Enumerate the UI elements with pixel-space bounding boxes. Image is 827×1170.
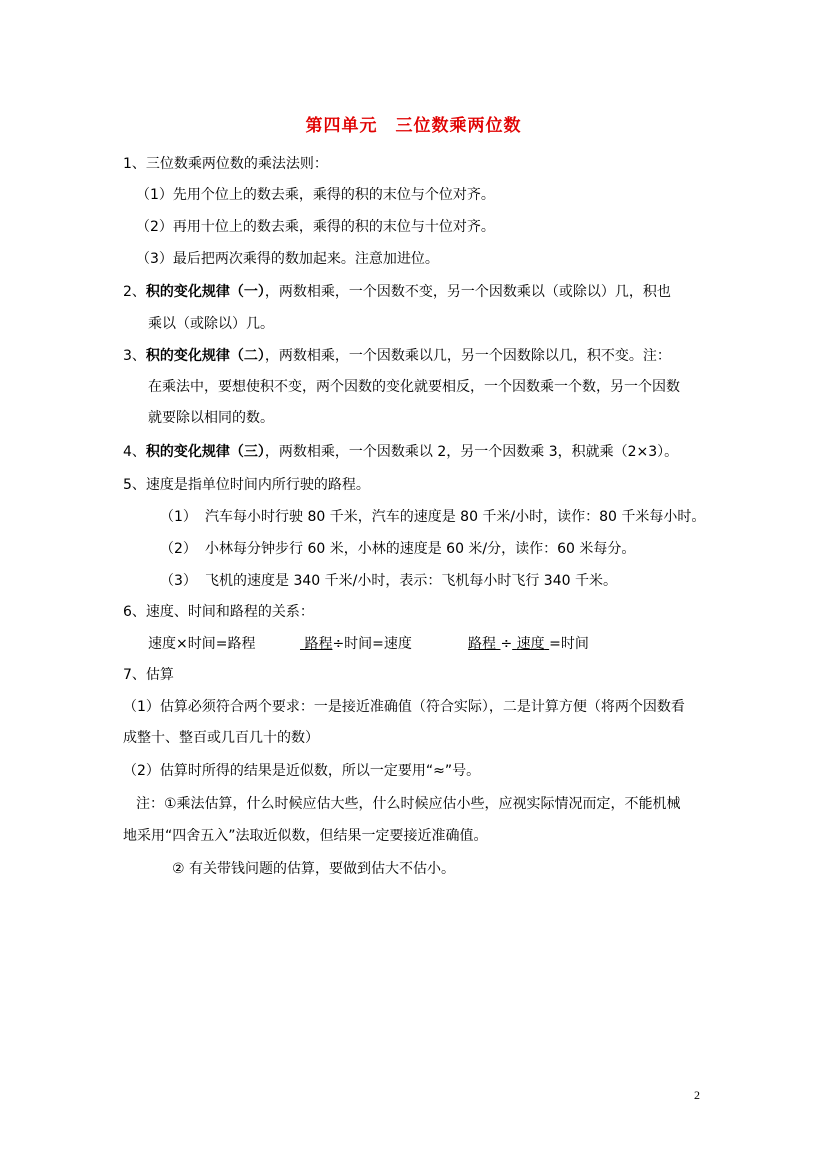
section-2-line-2: 乘以（或除以）几。 [148,316,274,332]
formula-time-distance: 路程 [468,636,496,652]
formula-speed-rest: ÷时间=速度 [332,636,412,652]
page-title: 第四单元 三位数乘两位数 [305,116,522,136]
page-number: 2 [694,1088,700,1102]
section-4-line-1 [123,443,678,461]
section-3-line-3: 就要除以相同的数。 [148,410,274,426]
section-2-number: 2、 [123,284,146,300]
section-2-line-1 [123,283,671,301]
section-7-note-2: ② 有关带钱问题的估算，要做到估大不估小。 [172,861,455,877]
section-5-item-1-text: 汽车每小时行驶 80 千米，汽车的速度是 80 千米/小时，读作：80 千米每小时。 [205,509,706,525]
section-4-bold-title: 积的变化规律（三） [145,444,265,460]
section-7-note-1-line-2: 地采用“四舍五入”法取近似数，但结果一定要接近准确值。 [123,828,488,844]
formula-distance: 速度×时间=路程 [148,636,256,652]
section-3-number: 3、 [123,348,146,364]
section-1-heading: 1、三位数乘两位数的乘法法则： [123,156,328,172]
section-2-bold-title: 积的变化规律（一） [145,284,265,300]
section-2-text: ，两数相乘，一个因数不变，另一个因数乘以（或除以）几，积也 [264,284,671,300]
section-3-line-2: 在乘法中，要想使积不变，两个因数的变化就要相反，一个因数乘一个数，另一个因数 [148,379,680,395]
section-6-heading: 6、速度、时间和路程的关系： [123,604,314,620]
section-7-note-1-line-1: 注：①乘法估算，什么时候应估大些，什么时候应估小些，应视实际情况而定，不能机械 [136,796,681,812]
section-5-heading: 5、速度是指单位时间内所行驶的路程。 [123,477,370,493]
section-5-item-2-index: （2） [160,541,197,557]
section-3-text: ，两数相乘，一个因数乘以几，另一个因数除以几，积不变。注： [264,348,671,364]
section-1-item-3: （3）最后把两次乘得的数加起来。注意加进位。 [136,251,439,267]
section-7-heading: 7、估算 [123,667,174,683]
formula-time [468,635,589,653]
formula-time-speed: 速度 [516,636,545,652]
section-5-item-3-text: 飞机的速度是 340 千米/小时，表示：飞机每小时飞行 340 千米。 [205,573,617,589]
section-4-number: 4、 [123,444,146,460]
section-1-item-2: （2）再用十位上的数去乘，乘得的积的末位与十位对齐。 [136,219,495,235]
formula-time-rest: =时间 [549,636,589,652]
section-7-para-1-line-2: 成整十、整百或几百几十的数） [123,730,319,746]
section-7-para-1-line-1: （1）估算必须符合两个要求：一是接近准确值（符合实际），二是计算方便（将两个因数看 [123,699,685,715]
formula-time-divide: ÷ [500,636,513,652]
section-3-bold-title: 积的变化规律（二） [145,348,265,364]
section-5-item-1-index: （1） [160,509,197,525]
section-7-para-2: （2）估算时所得的结果是近似数，所以一定要用“≈”号。 [123,763,481,779]
section-4-text: ，两数相乘，一个因数乘以 2，另一个因数乘 3，积就乘（2×3）。 [264,444,679,460]
section-3-line-1 [123,347,671,365]
section-5-item-2-text: 小林每分钟步行 60 米，小林的速度是 60 米/分，读作：60 米每分。 [205,541,636,557]
section-5-item-3-index: （3） [160,573,197,589]
formula-speed [300,635,412,653]
section-1-item-1: （1）先用个位上的数去乘，乘得的积的末位与个位对齐。 [136,187,495,203]
formula-speed-numerator: 路程 [304,636,333,652]
